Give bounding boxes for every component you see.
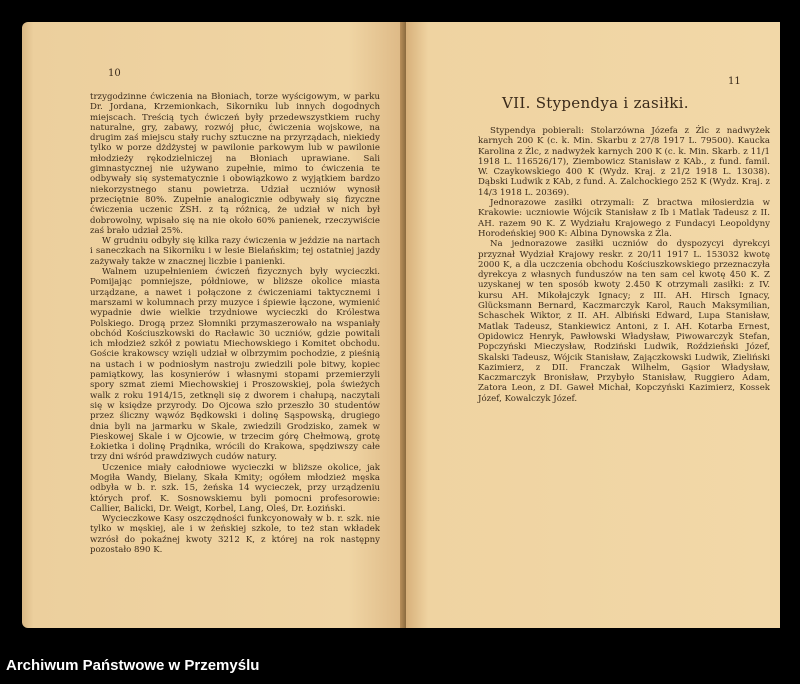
paragraph: W grudniu odbyły się kilka razy ćwiczenia w jeździe na nartach i saneczkach na Sikorniku i w lesie Bielańskim; tej ostatniej jazdy zażywały także w znacznej liczbie i panienki. — [90, 236, 380, 267]
paragraph: Uczenice miały całodniowe wycieczki w bliższe okolice, jak Mogiła Wandy, Bielany, Skała Kmity; ogółem młodzież męska odbyła w b. r. szk. 15, żeńska 14 wycieczek, przy urządzeniu których prof. K. Sosnowskiemu byli pomocni profesorowie: Callier, Balicki, Dr. Weigt, Korbel, Lang, Oleś, Dr. Łoziński. — [90, 462, 380, 514]
paragraph: Jednorazowe zasiłki otrzymali: Z bractwa miłosierdzia w Krakowie: uczniowie Wójcik Stanisław z Ib i Matlak Tadeusz z II. AH. razem 90 K. Z Wydziału Krajowego z Fundacyi Leopoldyny Horodeńskiej 900 K: Albina Dynowska z Żla. — [478, 198, 770, 239]
open-book — [22, 22, 780, 628]
page-number-left: 10 — [108, 68, 121, 79]
page-number-right: 11 — [728, 76, 741, 87]
section-heading: VII. Stypendya i zasiłki. — [502, 94, 689, 112]
paragraph: trzygodzinne ćwiczenia na Błoniach, torze wyścigowym, w parku Dr. Jordana, Krzemionkach, Sikorniku lub innych dogodnych miejscach. Treścią tych ćwiczeń były przedewszystkiem ruchy naturalne, gry, zabawy, rozwój płuc, ćwiczenia wojskowe, na drugim zaś miejscu stały ruchy sztuczne na przyrządach, niekiedy tylko w porze dżdżystej w pawilonie parkowym lub w pawilonie młodzieży rękodzielniczej na Błoniach uprawiane. Sali gimnastycznej nie używano zupełnie, mimo to ćwiczenia te odbywały się systematycznie i obowiązkowo z wyjątkiem bardzo niekorzystnego stanu powietrza. Udział uczniów wynosił przeciętnie 80%. Zupełnie analogicznie odbywały się fizyczne ćwiczenia uczenic ŻSH. z tą różnicą, że udział w nich był dobrowolny, wpisało się na nie około 60% panienek, rzeczywiście zaś brało udział 25%. — [90, 92, 380, 236]
right-page-text — [478, 126, 770, 404]
paragraph: Stypendya pobierali: Stolarzówna Józefa z Żlc z nadwyżek karnych 200 K (c. k. Min. Skarbu z 27/8 1917 L. 79500). Kaucka Karolina z Żlc, z nadwyżek karnych 200 K (c. k. Min. Skarb. z 11/1 1918 L. 116526/17), Ziembowicz Stanisław z KAb., z fund. famil. W. Czaykowskiego 400 K (Wydz. Kraj. z 21/2 1918 L. 13038). Dąbski Ludwik z KAb, z fund. A. Zalchockiego 252 K (Wydz. Kraj. z 14/3 1918 L. 20369). — [478, 126, 770, 198]
right-page — [406, 22, 780, 628]
archive-footer — [0, 646, 800, 684]
archive-label: Archiwum Państwowe w Przemyślu — [6, 657, 260, 674]
paragraph: Wycieczkowe Kasy oszczędności funkcyonowały w b. r. szk. nie tylko w męskiej, ale i w żeńskiej szkole, to też stan wkładek wzrósł do pokaźnej kwoty 3212 K, z której na rok następny pozostało 890 K. — [90, 514, 380, 556]
paragraph: Na jednorazowe zasiłki uczniów do dyspozycyi dyrekcyi przyznał Wydział Krajowy reskr. z 20/11 1917 L. 153032 kwotę 2000 K, a dla uczczenia obchodu Kościuszkowskiego przeznaczyła dyrekcya z własnych funduszów na ten sam cel kwotę 450 K. Z uzyskanej w ten sposób kwoty 2.450 K otrzymali zasiłki: z IV. kursu AH. Mikołajczyk Ignacy; z III. AH. Hirsch Ignacy, Glücksmann Bernard, Kaczmarczyk Karol, Rauch Maksymilian, Schaschek Wiktor, z II. AH. Albiński Edward, Lupa Stanisław, Matlak Tadeusz, Stankiewicz Antoni, z I. AH. Kotarba Ernest, Opidowicz Henryk, Pawłowski Władysław, Piwowarczyk Stefan, Popczyński Mieczysław, Rodziński Ludwik, Roździeński Józef, Skalski Tadeusz, Wójcik Stanisław, Zajączkowski Ludwik, Zieliński Kazimierz, z DII. Franczak Wilhelm, Gąsior Władysław, Kaczmarczyk Bronisław, Przybyło Stanisław, Ruggiero Adam, Zatora Leon, z DI. Gaweł Michał, Kopczyński Kazimierz, Kossek Józef, Kowalczyk Józef. — [478, 239, 770, 404]
paragraph: Walnem uzupełnieniem ćwiczeń fizycznych były wycieczki. Pomijając pomniejsze, półdniowe, w bliższe okolice miasta urządzane, a nawet i połączone z ćwiczeniami taktycznemi i marszami w kolumnach przy muzyce i śpiewie łączone, wymienić wypadnie dwie wielkie trzydniowe wycieczki do Królestwa Polskiego. Drogą przez Słomniki przymaszerowało na wspaniały obchód Kościuszkowski do Racławic 30 uczniów, gdzie powitali ich młodzież szkół z powiatu Miechowskiego i Komitet obchodu. Goście krakowscy wzięli udział w olbrzymim pochodzie, z pieśnią na ustach i w podniosłym nastroju zwiedzili pole bitwy, kopiec pamiątkowy, las kosynierów i własnymi stopami przemierzyli spory szmat ziemi Miechowskiej i Proszowskiej, pola świeżych walk z roku 1914/15, zetknęli się z dworem i chałupą, naczytali się w księdze przyrody. Do Ojcowa szło przeszło 30 studentów przez śliczny wąwóz Będkowski i dolinę Sąspowską, drugiego dnia byli na jarmarku w Skale, zwiedzili Grodzisko, zamek w Pieskowej Skale i w Ojcowie, w trzecim górę Chełmową, grotę Łokietka i dolinę Prądnika, wrócili do Krakowa, spędziwszy całe trzy dni wśród prawdziwych cudów natury. — [90, 267, 380, 463]
left-page — [22, 22, 406, 628]
left-page-text — [90, 92, 380, 555]
